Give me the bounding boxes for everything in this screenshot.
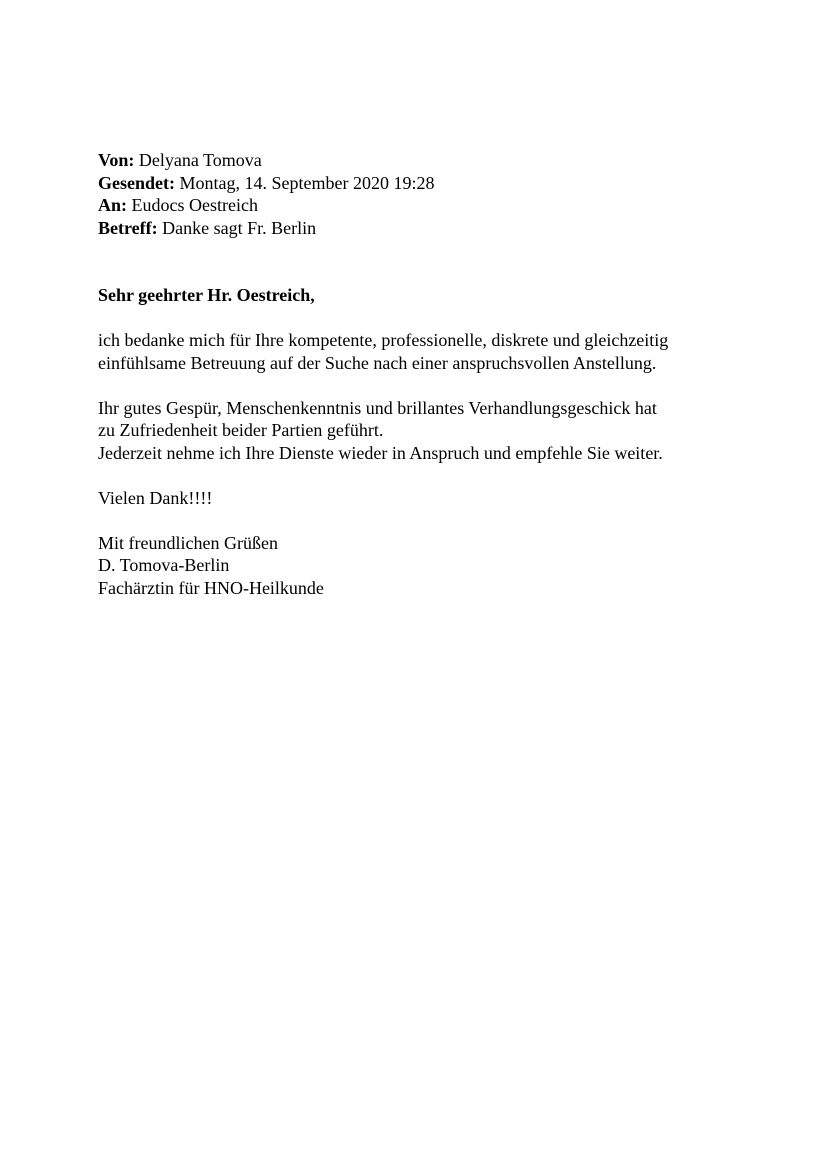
thanks-line: Vielen Dank!!!! [98, 487, 213, 508]
to-label: An: [98, 195, 128, 215]
subject-value: Danke sagt Fr. Berlin [162, 217, 317, 238]
email-content [98, 149, 758, 599]
subject-line [98, 217, 758, 240]
paragraph-line: einfühlsame Betreuung auf der Suche nach einer anspruchsvollen Anstellung. [98, 352, 657, 373]
from-value: Delyana Tomova [138, 150, 262, 170]
paragraph-praise [98, 397, 758, 465]
paragraph-spacer [98, 307, 758, 330]
paragraph-spacer [98, 374, 758, 397]
from-label: Von: [98, 150, 135, 170]
signature-name: D. Tomova-Berlin [98, 555, 230, 575]
paragraph-line: zu Zufriedenheit beider Partien geführt. [98, 420, 384, 440]
subject-label: Betreff: [98, 217, 158, 238]
to-value: Eudocs Oestreich [131, 195, 258, 215]
paragraph-spacer [98, 464, 758, 487]
header-spacer [98, 239, 758, 284]
paragraph-line: Ihr gutes Gespür, Menschenkenntnis und brillantes Verhandlungsgeschick hat [98, 397, 657, 418]
email-header [98, 149, 758, 239]
closing-line: Mit freundlichen Grüßen [98, 532, 278, 553]
paragraph-line: ich bedanke mich für Ihre kompetente, professionelle, diskrete und gleichzeitig [98, 330, 669, 350]
signature-title: Fachärztin für HNO-Heilkunde [98, 577, 324, 598]
to-line [98, 194, 758, 217]
paragraph-spacer [98, 509, 758, 532]
paragraph-line: Jederzeit nehme ich Ihre Dienste wieder in Anspruch und empfehle Sie weiter. [98, 442, 663, 463]
sent-label: Gesendet: [98, 172, 175, 193]
sent-line [98, 172, 758, 195]
salutation: Sehr geehrter Hr. Oestreich, [98, 285, 315, 305]
paragraph-thanks [98, 329, 758, 374]
from-line [98, 149, 758, 172]
sent-value: Montag, 14. September 2020 19:28 [179, 172, 435, 193]
signature-block [98, 532, 758, 600]
